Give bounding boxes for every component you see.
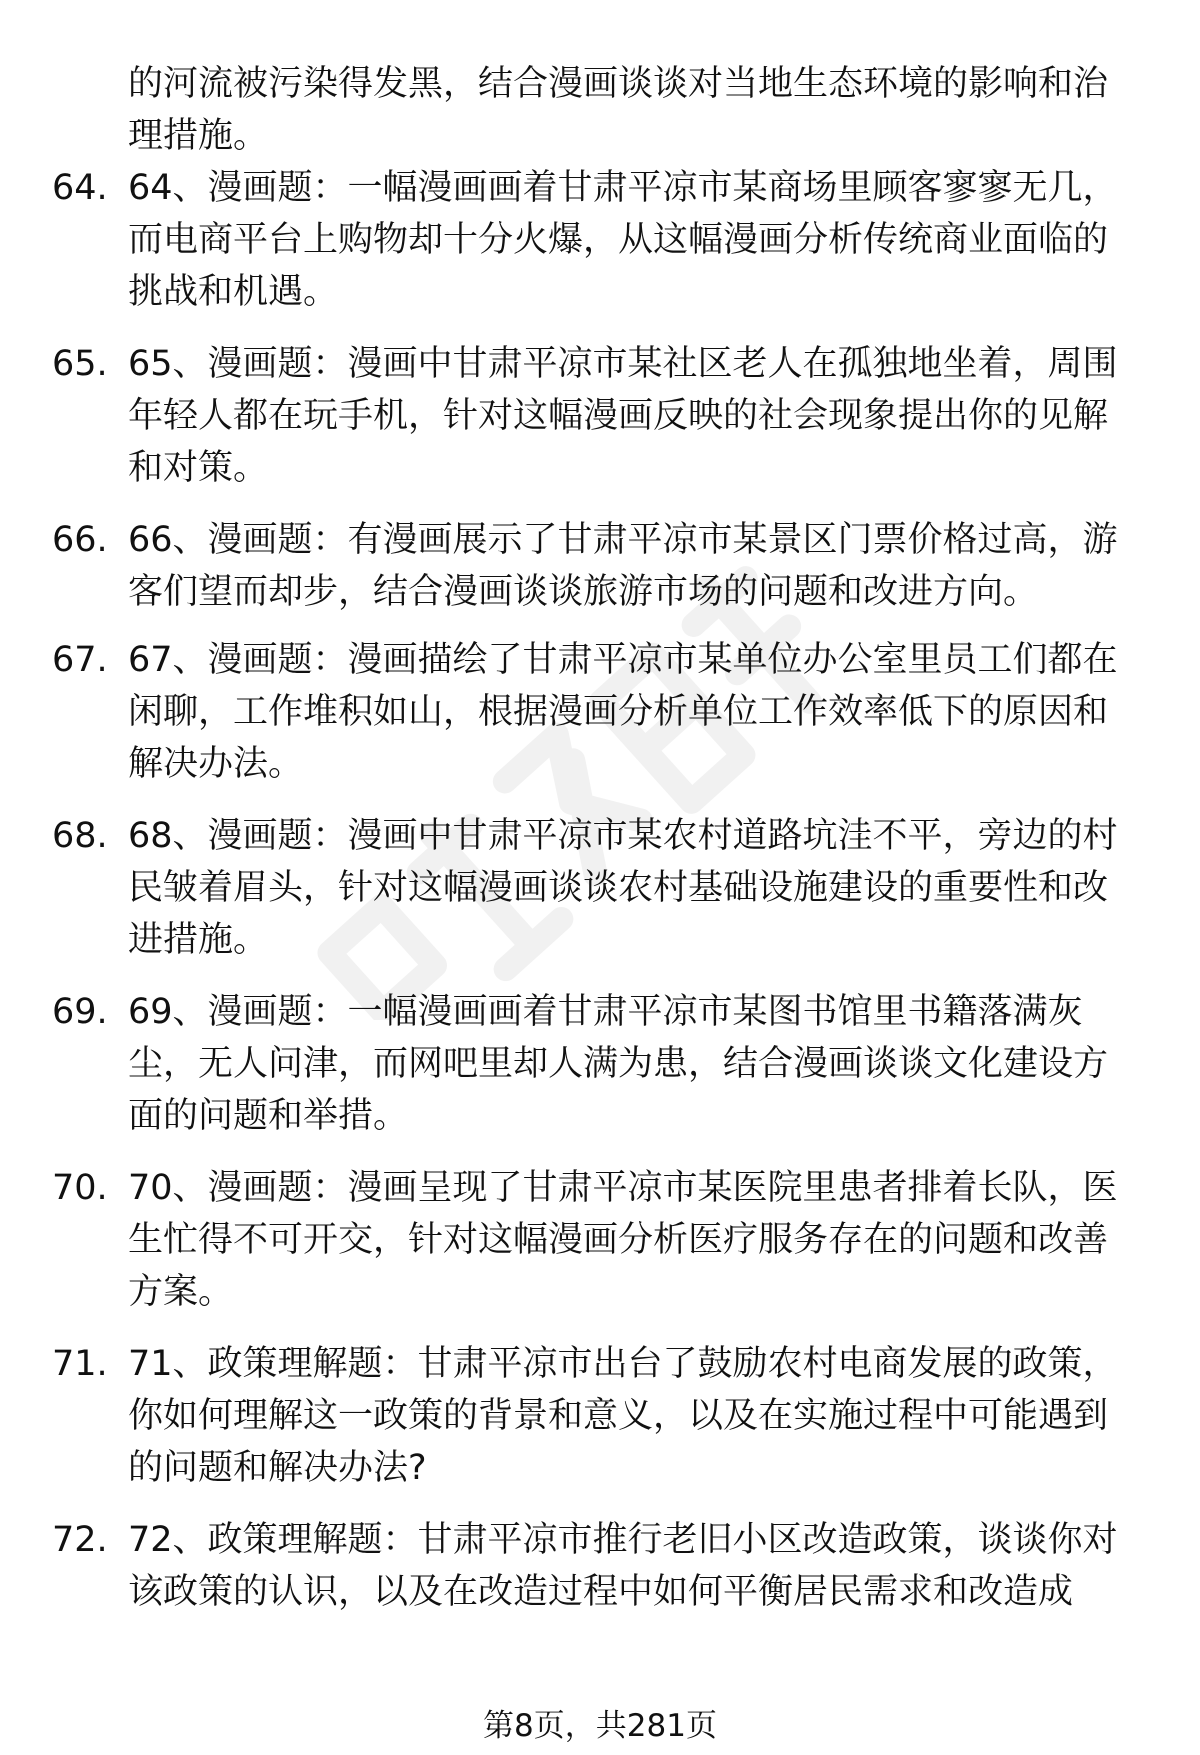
question-text: 67、漫画题：漫画描绘了甘肃平凉市某单位办公室里员工们都在闲聊，工作堆积如山，根据漫画分析单位工作效率低下的原因和解决办法。 [128,640,1118,784]
question-text: 66、漫画题：有漫画展示了甘肃平凉市某景区门票价格过高，游客们望而却步，结合漫画谈谈旅游市场的问题和改进方向。 [128,520,1118,612]
question-number: 64. [52,168,108,208]
question-text: 65、漫画题：漫画中甘肃平凉市某社区老人在孤独地坐着，周围年轻人都在玩手机，针对这幅漫画反映的社会现象提出你的见解和对策。 [128,344,1118,488]
question-text: 71、政策理解题：甘肃平凉市出台了鼓励农村电商发展的政策，你如何理解这一政策的背景和意义，以及在实施过程中可能遇到的问题和解决办法? [128,1344,1118,1488]
question-number: 65. [52,344,108,384]
question-text: 70、漫画题：漫画呈现了甘肃平凉市某医院里患者排着长队，医生忙得不可开交，针对这幅漫画分析医疗服务存在的问题和改善方案。 [128,1168,1118,1312]
question-text: 68、漫画题：漫画中甘肃平凉市某农村道路坑洼不平，旁边的村民皱着眉头，针对这幅漫画谈谈农村基础设施建设的重要性和改进措施。 [128,816,1118,960]
question-number: 72. [52,1520,108,1560]
question-text: 64、漫画题：一幅漫画画着甘肃平凉市某商场里顾客寥寥无几，而电商平台上购物却十分火爆，从这幅漫画分析传统商业面临的挑战和机遇。 [128,168,1118,312]
question-number: 71. [52,1344,108,1384]
question-number: 66. [52,520,108,560]
question-number: 68. [52,816,108,856]
question-number: 67. [52,640,108,680]
continued-question-text: 的河流被污染得发黑，结合漫画谈谈对当地生态环境的影响和治理措施。 [128,64,1109,156]
question-number: 69. [52,992,108,1032]
question-text: 72、政策理解题：甘肃平凉市推行老旧小区改造政策，谈谈你对该政策的认识，以及在改造过程中如何平衡居民需求和改造成 [128,1520,1118,1612]
question-number: 70. [52,1168,108,1208]
question-text: 69、漫画题：一幅漫画画着甘肃平凉市某图书馆里书籍落满灰尘，无人问津，而网吧里却人满为患，结合漫画谈谈文化建设方面的问题和举措。 [128,992,1109,1136]
page-footer: 第8页，共281页 [483,1708,717,1744]
